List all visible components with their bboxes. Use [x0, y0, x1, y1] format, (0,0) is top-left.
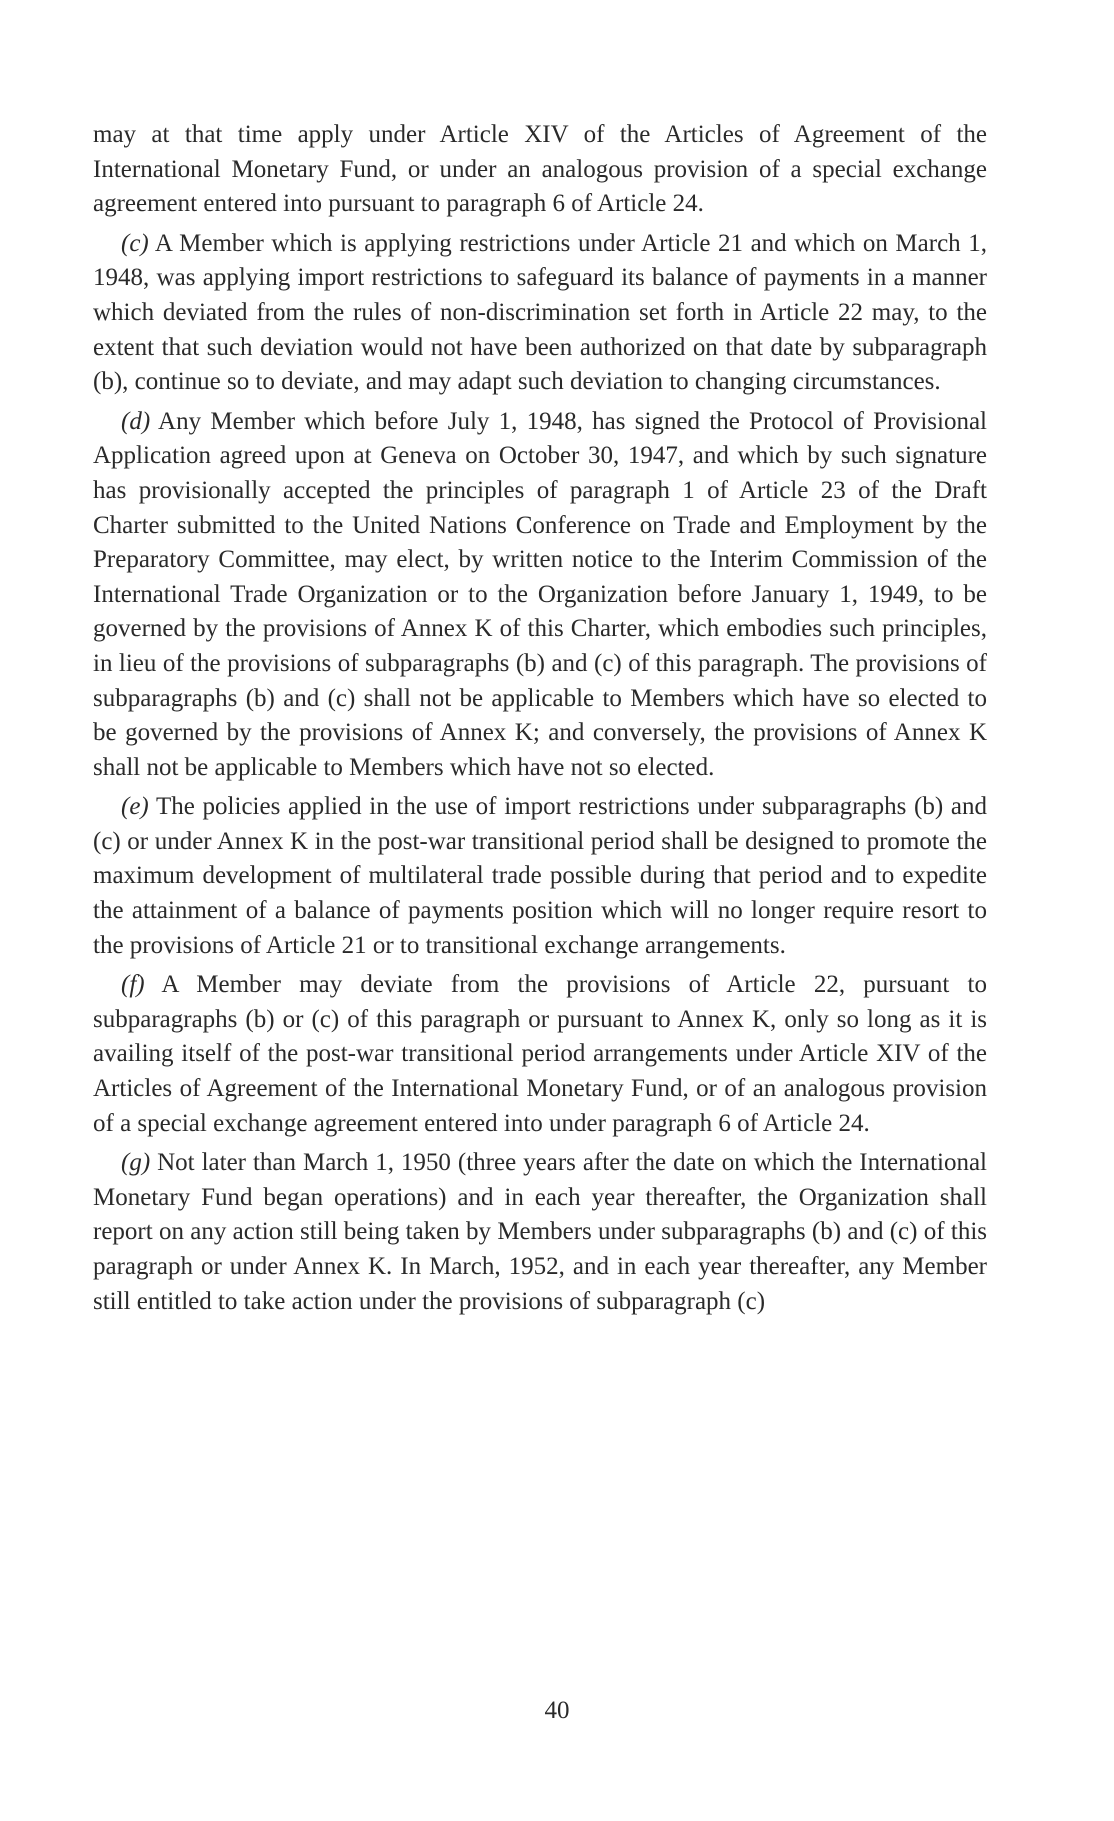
paragraph-f — [93, 968, 987, 1141]
paragraph-text: may at that time apply under Article XIV of the Articles of Agreement of the International Monetary Fund, or under an analogous provision of a special exchange agreement entered into pursuant to paragraph 6 of Article 24. — [93, 121, 987, 218]
paragraph-label: (d) — [121, 407, 151, 435]
paragraph-e — [93, 790, 987, 963]
paragraph-text: Any Member which before July 1, 1948, has signed the Protocol of Provisional Application agreed upon at Geneva on October 30, 1947, and which by such signature has provisionally accepted the principles of paragraph 1 of Article 23 of the Draft Charter submitted to the United Nations Conference on Trade and Employment by the Preparatory Committee, may elect, by written notice to the Interim Commission of the International Trade Organization or to the Organization before January 1, 1949, to be governed by the provisions of Annex K of this Charter, which embodies such principles, in lieu of the provisions of subparagraphs (b) and (c) of this paragraph. The provisions of subparagraphs (b) and (c) shall not be applicable to Members which have so elected to be governed by the provisions of Annex K; and conversely, the provisions of Annex K shall not be applicable to Members which have not so elected. — [93, 407, 987, 781]
paragraph-label: (g) — [121, 1149, 151, 1177]
paragraph-label: (f) — [121, 971, 145, 999]
paragraph-label: (e) — [121, 793, 149, 821]
paragraph-text: A Member may deviate from the provisions of Article 22, pursuant to subparagraphs (b) or (c) of this paragraph or pursuant to Annex K, only so long as it is availing itself of the post-war transitional period arrangements under Article XIV of the Articles of Agreement of the International Monetary Fund, or of an analogous provision of a special exchange agreement entered into under paragraph 6 of Article 24. — [93, 971, 987, 1137]
paragraph-text: The policies applied in the use of import restrictions under subparagraphs (b) and (c) or under Annex K in the post-war transitional period shall be designed to promote the maximum development of multilateral trade possible during that period and to expedite the attainment of a balance of payments position which will no longer require resort to the provisions of Article 21 or to transitional exchange arrangements. — [93, 793, 987, 959]
document-body — [93, 118, 987, 1324]
paragraph-g — [93, 1146, 987, 1319]
page-number: 40 — [544, 1697, 570, 1724]
paragraph-continuation — [93, 118, 987, 222]
paragraph-label: (c) — [121, 229, 149, 257]
paragraph-c — [93, 227, 987, 400]
paragraph-text: A Member which is applying restrictions under Article 21 and which on March 1, 1948, was applying import restrictions to safeguard its balance of payments in a manner which deviated from the rules of non-discrimination set forth in Article 22 may, to the extent that such deviation would not have been authorized on that date by subparagraph (b), continue so to deviate, and may adapt such deviation to changing circumstances. — [93, 229, 987, 396]
paragraph-text: Not later than March 1, 1950 (three years after the date on which the International Monetary Fund began operations) and in each year thereafter, the Organization shall report on any action still being taken by Members under subparagraphs (b) and (c) of this paragraph or under Annex K. In March, 1952, and in each year thereafter, any Member still entitled to take action under the provisions of subparagraph (c) — [93, 1149, 987, 1315]
paragraph-d — [93, 405, 987, 786]
